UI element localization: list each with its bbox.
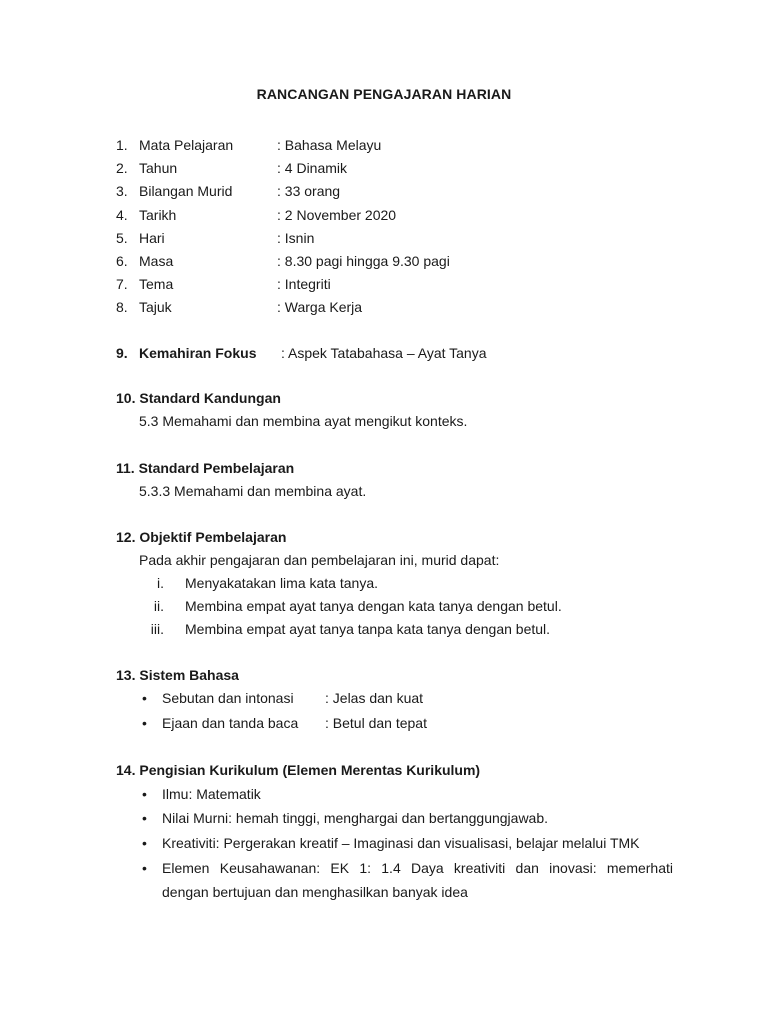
row-label: Bilangan Murid — [139, 183, 233, 199]
row-label: Mata Pelajaran — [139, 137, 234, 153]
section-heading: 13. Sistem Bahasa — [116, 667, 239, 683]
row-number: 4. — [116, 207, 128, 223]
objektif-intro: Pada akhir pengajaran dan pembelajaran ini, murid dapat: — [139, 552, 500, 568]
row-value: : 33 orang — [277, 183, 341, 199]
item-text: Nilai Murni: hemah tinggi, menghargai dan bertanggungjawab. — [162, 810, 549, 826]
row-label: Tema — [139, 276, 174, 292]
row-label: Masa — [139, 253, 174, 269]
item-value: : Jelas dan kuat — [325, 690, 424, 706]
row-label: Hari — [139, 230, 165, 246]
item-text: Membina empat ayat tanya dengan kata tanya dengan betul. — [185, 598, 562, 614]
row-number: 7. — [116, 276, 128, 292]
section-heading: 10. Standard Kandungan — [116, 390, 281, 406]
row-number: 9. — [116, 345, 128, 361]
row-label: Tajuk — [139, 299, 172, 315]
row-number: 8. — [116, 299, 128, 315]
row-label: Tahun — [139, 160, 178, 176]
section-heading: 12. Objektif Pembelajaran — [116, 529, 287, 545]
section-text: 5.3.3 Memahami dan membina ayat. — [139, 483, 367, 499]
item-text: Menyakatakan lima kata tanya. — [185, 575, 378, 591]
row-value: : Warga Kerja — [277, 299, 363, 315]
item-text: Ilmu: Matematik — [162, 786, 261, 802]
bullet-icon: • — [142, 835, 147, 851]
document-title: RANCANGAN PENGAJARAN HARIAN — [256, 86, 512, 102]
item-text-line2: dengan bertujuan dan menghasilkan banyak idea — [162, 884, 468, 900]
row-number: 2. — [116, 160, 128, 176]
row-value: : Isnin — [277, 230, 315, 246]
row-number: 1. — [116, 137, 128, 153]
row-value: : 8.30 pagi hingga 9.30 pagi — [277, 253, 450, 269]
bullet-icon: • — [142, 690, 147, 706]
row-value: : 2 November 2020 — [277, 207, 397, 223]
row-value: : 4 Dinamik — [277, 160, 348, 176]
row-value: : Bahasa Melayu — [277, 137, 382, 153]
item-numeral: iii. — [150, 621, 164, 637]
bullet-icon: • — [142, 860, 147, 876]
section-text: 5.3 Memahami dan membina ayat mengikut konteks. — [139, 413, 468, 429]
row-number: 3. — [116, 183, 128, 199]
bullet-icon: • — [142, 715, 147, 731]
item-text-line1: Elemen Keusahawanan: EK 1: 1.4 Daya kreativiti dan inovasi: memerhati — [162, 860, 673, 876]
kemahiran-value: : Aspek Tatabahasa – Ayat Tanya — [281, 345, 487, 361]
section-heading: 14. Pengisian Kurikulum (Elemen Merentas Kurikulum) — [116, 762, 481, 778]
row-value: : Integriti — [277, 276, 331, 292]
bullet-icon: • — [142, 786, 147, 802]
row-label: Tarikh — [139, 207, 177, 223]
row-number: 5. — [116, 230, 128, 246]
kemahiran-label: Kemahiran Fokus — [139, 345, 257, 361]
section-heading: 11. Standard Pembelajaran — [116, 460, 295, 476]
item-numeral: i. — [157, 575, 164, 591]
item-text: Membina empat ayat tanya tanpa kata tanya dengan betul. — [185, 621, 551, 637]
item-numeral: ii. — [153, 598, 164, 614]
bullet-icon: • — [142, 810, 147, 826]
row-number: 6. — [116, 253, 128, 269]
item-text: Kreativiti: Pergerakan kreatif – Imaginasi dan visualisasi, belajar melalui TMK — [162, 835, 640, 851]
item-label: Ejaan dan tanda baca — [162, 715, 299, 731]
item-label: Sebutan dan intonasi — [162, 690, 294, 706]
item-value: : Betul dan tepat — [325, 715, 427, 731]
